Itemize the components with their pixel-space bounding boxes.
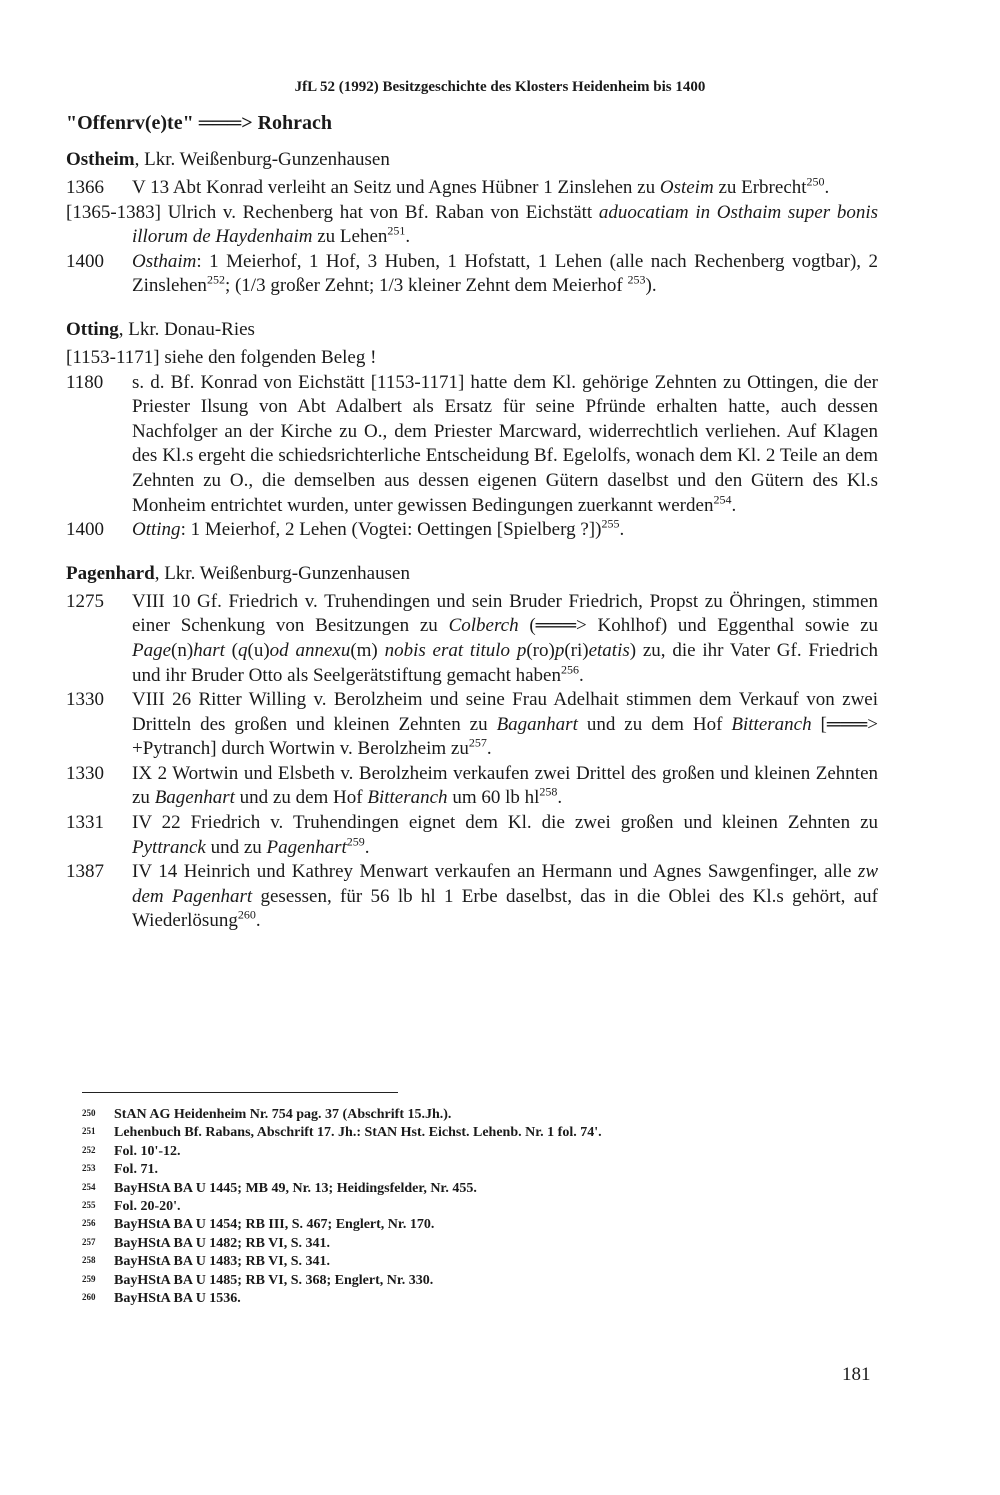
entry-year: [1153-1171] (66, 346, 165, 368)
place-heading (66, 319, 878, 341)
footnote-text: BayHStA BA U 1485; RB VI, S. 368; Englert, Nr. 330. (114, 1272, 434, 1288)
footnote-number: 251 (82, 1126, 96, 1137)
chronicle-entry (66, 346, 878, 371)
place-name: Otting (66, 318, 119, 340)
footnote-number: 260 (82, 1291, 96, 1302)
footnote-separator (82, 1092, 398, 1093)
footnote-text: BayHStA BA U 1482; RB VI, S. 341. (114, 1235, 331, 1251)
entry-year: 1180 (66, 371, 104, 393)
footnote (82, 1178, 842, 1196)
entry-year: 1275 (66, 590, 104, 612)
page-number: 181 (842, 1364, 871, 1385)
place-name: Ostheim (66, 149, 135, 170)
footnote-text: Lehenbuch Bf. Rabans, Abschrift 17. Jh.: StAN Hst. Eichst. Lehenb. Nr. 1 fol. 74'. (114, 1125, 602, 1141)
chronicle-entry (66, 811, 878, 860)
footnote (82, 1270, 842, 1288)
footnote-number: 256 (82, 1218, 96, 1229)
footnote-number: 253 (82, 1163, 96, 1174)
entry-year: 1400 (66, 250, 104, 272)
running-head: JfL 52 (1992) Besitzgeschichte des Klosters Heidenheim bis 1400 (294, 79, 706, 95)
footnote-text: BayHStA BA U 1445; MB 49, Nr. 13; Heidingsfelder, Nr. 455. (114, 1180, 477, 1196)
footnote-text: Fol. 71. (114, 1162, 158, 1178)
footnote-number: 254 (82, 1181, 96, 1192)
footnote-number: 255 (82, 1199, 96, 1210)
entry-text: Otting: 1 Meierhof, 2 Lehen (Vogtei: Oettingen [Spielberg ?])$^{255}$. (132, 516, 625, 541)
place-district: , Lkr. Donau-Ries (118, 318, 255, 340)
footnote-text: Fol. 20-20'. (114, 1198, 181, 1214)
place-name: Pagenhard (66, 562, 155, 584)
place-heading (66, 149, 878, 171)
chronicle-entry (66, 860, 878, 934)
chronicle-entry (66, 688, 878, 762)
footnote (82, 1104, 842, 1122)
footnote-text: StAN AG Heidenheim Nr. 754 pag. 37 (Abschrift 15.Jh.). (114, 1107, 452, 1122)
chronicle-entry (66, 176, 878, 201)
footnote-number: 252 (82, 1144, 96, 1155)
footnote-number: 259 (82, 1273, 96, 1284)
place-district: , Lkr. Weißenburg-Gunzenhausen (134, 149, 390, 170)
place-sections (66, 149, 878, 934)
footnotes (82, 1104, 842, 1306)
footnote (82, 1141, 842, 1159)
entry-text: VIII 10 Gf. Friedrich v. Truhendingen und sein Bruder Friedrich, Propst zu Öhringen, stimmen einer Schenkung von Besitzungen zu Colberch (═══> Kohlhof) und Eggenthal sowie zu Page(n)hart (q(u)od annexu(m) nobis erat titulo p(ro)p(ri)etatis) zu, die ihr Vater Gf. Friedrich und ihr Bruder Otto als Seelgerätstiftung gemacht haben$^{256}$. (132, 590, 879, 686)
entry-text: V 13 Abt Konrad verleiht an Seitz und Agnes Hübner 1 Zinslehen zu Osteim zu Erbrecht$^{250}$. (132, 174, 830, 198)
main-text (66, 112, 878, 934)
entry-year: 1331 (66, 812, 104, 834)
entry-text: IV 22 Friedrich v. Truhendingen eignet dem Kl. die zwei großen und kleinen Zehnten zu Pyttranck und zu Pagenhart$^{259}$. (132, 812, 878, 858)
entry-text: VIII 26 Ritter Willing v. Berolzheim und seine Frau Adelhait stimmen dem Verkauf von zwei Dritteln des großen und kleinen Zehnten zu Baganhart und zu dem Hof Bitteranch [═══> +Pytranch] durch Wortwin v. Berolzheim $zu^{257}$. (132, 689, 878, 760)
entry-text: siehe den folgenden Beleg ! (164, 346, 377, 368)
footnote-number: 257 (82, 1236, 96, 1247)
entry-year: 1330 (66, 689, 104, 711)
chronicle-entry (66, 250, 878, 299)
footnote (82, 1233, 842, 1251)
footnote (82, 1214, 842, 1232)
entry-text: IV 14 Heinrich und Kathrey Menwart verkaufen an Hermann und Agnes Sawgenfinger, alle zw dem Pagenhart gesessen, für 56 lb hl 1 Erbe daselbst, das in die Oblei des Kl.s gehört, auf Wiederlösung$^{260}$. (132, 861, 878, 932)
place-heading (66, 563, 878, 585)
chronicle-entry (66, 201, 878, 250)
entry-year: 1330 (66, 762, 104, 784)
footnote (82, 1196, 842, 1214)
entry-text: Ulrich v. Rechenberg hat von Bf. Raban von Eichstätt aduocatiam in Osthaim super bonis illorum de Haydenhaim zu Lehen$^{251}$. (132, 201, 878, 248)
footnote (82, 1288, 842, 1306)
chronicle-entry (66, 590, 878, 688)
entry-text: s. d. Bf. Konrad von Eichstätt [1153-1171] hatte dem Kl. gehörige Zehnten zu Ottingen, die der Priester Ilsung von Abt Adalbert als Ersatz für seine Pfründe erhalten hatte, auch dessen Nachfolger an der Kirche zu O., dem Priester Marcward, widerrechtlich verliehen. Auf Klagen des Kl.s ergeht die schiedsrichterliche Entscheidung Bf. Egelolfs, wonach dem Kl. 2 Teile an dem Zehnten zu O., die demselben aus dessen eigenen Gütern daselbst und den Gütern des Kl.s Monheim entrichtet wurden, unter gewissen Bedingungen zuerkannt werden$^{254}$. (132, 371, 878, 516)
footnote-text: Fol. 10'-12. (114, 1143, 181, 1159)
chronicle-entry (66, 762, 878, 811)
footnote-text: BayHStA BA U 1536. (114, 1290, 241, 1306)
chronicle-entry (66, 371, 878, 519)
footnote-number: 250 (82, 1108, 96, 1118)
footnote-text: BayHStA BA U 1483; RB VI, S. 341. (114, 1254, 331, 1270)
entry-year: [1365-1383] (66, 201, 168, 223)
chronicle-entry (66, 518, 878, 543)
cross-reference-heading: "Offenrv(e)te" ═══> Rohrach (66, 112, 333, 134)
footnote (82, 1251, 842, 1269)
footnote (82, 1122, 842, 1140)
place-district: , Lkr. Weißenburg-Gunzenhausen (154, 562, 410, 584)
entry-year: 1387 (66, 861, 104, 883)
entry-year: 1366 (66, 177, 104, 198)
entry-year: 1400 (66, 519, 104, 541)
entry-text: Osthaim: 1 Meierhof, 1 Hof, 3 Huben, 1 Hofstatt, 1 Lehen (alle nach Rechenberg vogtbar), 2 Zinslehen$^{252}$; (1/3 großer Zehnt; 1/3 kleiner Zehnt dem Meierhof $^{253}$). (132, 250, 878, 297)
footnote (82, 1159, 842, 1177)
footnote-text: BayHStA BA U 1454; RB III, S. 467; Englert, Nr. 170. (114, 1217, 435, 1233)
footnote-number: 258 (82, 1255, 96, 1266)
entry-text: IX 2 Wortwin und Elsbeth v. Berolzheim verkaufen zwei Drittel des großen und kleinen Zehnten zu Bagenhart und zu dem Hof Bitteranch um 60 lb $hl^{258}$. (132, 762, 878, 809)
